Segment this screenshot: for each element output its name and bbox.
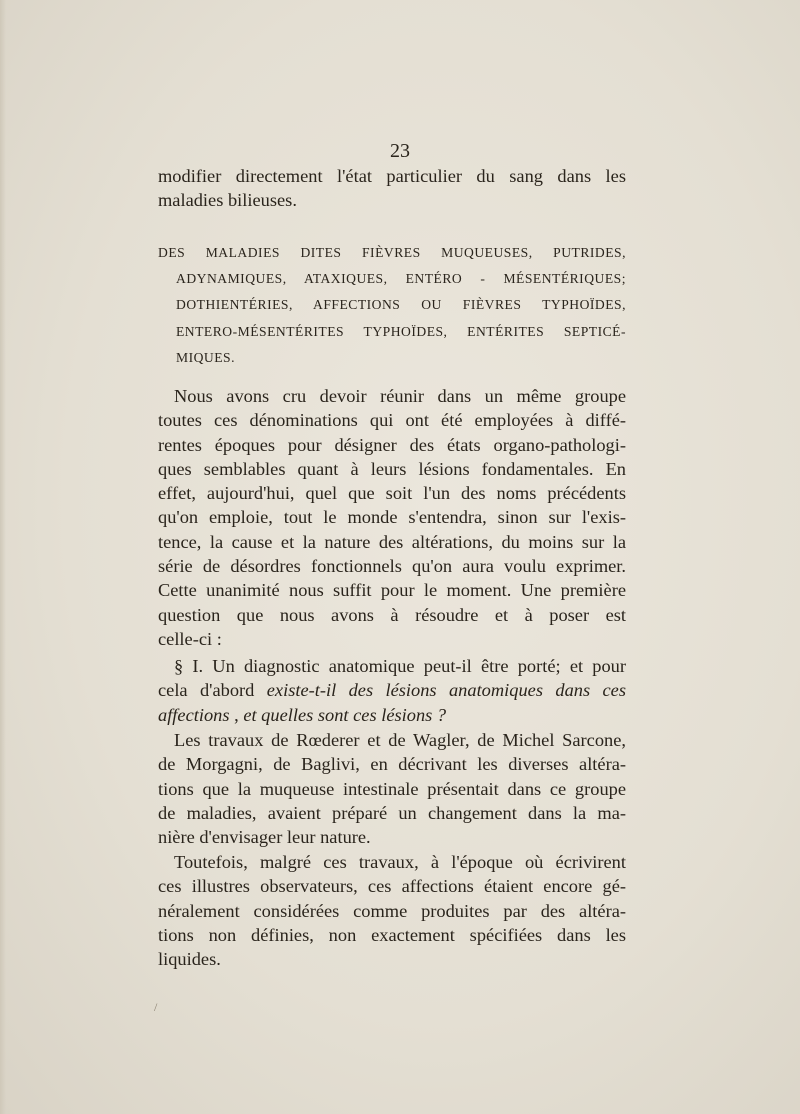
text-line: de Morgagni, de Baglivi, en décrivant les diverses altéra-: [158, 754, 626, 775]
heading-line: ADYNAMIQUES, ATAXIQUES, ENTÉRO - MÉSENTÉRIQUES;: [176, 271, 626, 287]
text-line: Nous avons cru devoir réunir dans un même groupe: [174, 386, 626, 406]
italic-text: affections: [158, 704, 230, 725]
intro-paragraph: [158, 164, 626, 213]
margin-mark: /: [154, 1000, 158, 1014]
text-line: Toutefois, malgré ces travaux, à l'époque où écrivirent: [174, 852, 626, 872]
text-line: ces illustres observateurs, ces affections étaient encore gé-: [158, 876, 626, 897]
text-line: toutes ces dénominations qui ont été employées à diffé-: [158, 410, 626, 431]
text-line: tence, la cause et la nature des altérations, du moins sur la: [158, 531, 626, 552]
body-paragraph-4: [158, 850, 626, 971]
body-paragraph-3: [158, 728, 626, 849]
text-line: effet, aujourd'hui, quel que soit l'un des noms précédents: [158, 483, 626, 504]
text-line: modifier directement l'état particulier du sang dans les: [158, 166, 626, 186]
italic-text: existe-t-il des lésions anatomiques dans ces: [266, 680, 626, 701]
text-line: [158, 678, 626, 702]
body-paragraph-2: [158, 654, 626, 727]
page-number: 23: [390, 140, 410, 162]
heading-line: DOTHIENTÉRIES, AFFECTIONS OU FIÈVRES TYPHOÏDES,: [176, 297, 626, 313]
text-line: tions non définies, non exactement spécifiées dans les: [158, 924, 626, 945]
italic-text: et quelles sont ces lésions ?: [243, 704, 447, 725]
heading-line: DES MALADIES DITES FIÈVRES MUQUEUSES, PUTRIDES,: [158, 245, 626, 260]
plain-text: ,: [229, 704, 244, 725]
text-line: maladies bilieuses.: [158, 190, 297, 211]
text-line: rentes époques pour désigner des états organo-pathologi-: [158, 434, 626, 455]
text-line: néralement considérées comme produites par des altéra-: [158, 900, 626, 921]
text-line: celle-ci :: [158, 628, 222, 649]
section-heading: [158, 240, 626, 371]
text-line: série de désordres fonctionnels qu'on aura voulu exprimer.: [158, 556, 626, 577]
text-line: [158, 703, 626, 727]
text-line: tions que la muqueuse intestinale présentait dans ce groupe: [158, 778, 626, 799]
plain-text: cela d'abord: [158, 680, 267, 701]
text-line: de maladies, avaient préparé un changement dans la ma-: [158, 802, 626, 823]
text-line: Cette unanimité nous suffit pour le moment. Une première: [158, 580, 626, 601]
body-paragraph-1: [158, 384, 626, 651]
text-line: Les travaux de Rœderer et de Wagler, de Michel Sarcone,: [174, 730, 626, 750]
text-line: question que nous avons à résoudre et à poser est: [158, 604, 626, 625]
text-line: nière d'envisager leur nature.: [158, 827, 371, 848]
heading-line: MIQUES.: [176, 349, 236, 365]
text-line: liquides.: [158, 949, 221, 970]
text-line: qu'on emploie, tout le monde s'entendra, sinon sur l'exis-: [158, 507, 626, 528]
page-fold-shadow: [0, 0, 6, 1114]
text-line: § I. Un diagnostic anatomique peut-il être porté; et pour: [174, 656, 626, 676]
heading-line: ENTERO-MÉSENTÉRITES TYPHOÏDES, ENTÉRITES SEPTICÉ-: [176, 323, 626, 339]
text-line: ques semblables quant à leurs lésions fondamentales. En: [158, 458, 626, 479]
